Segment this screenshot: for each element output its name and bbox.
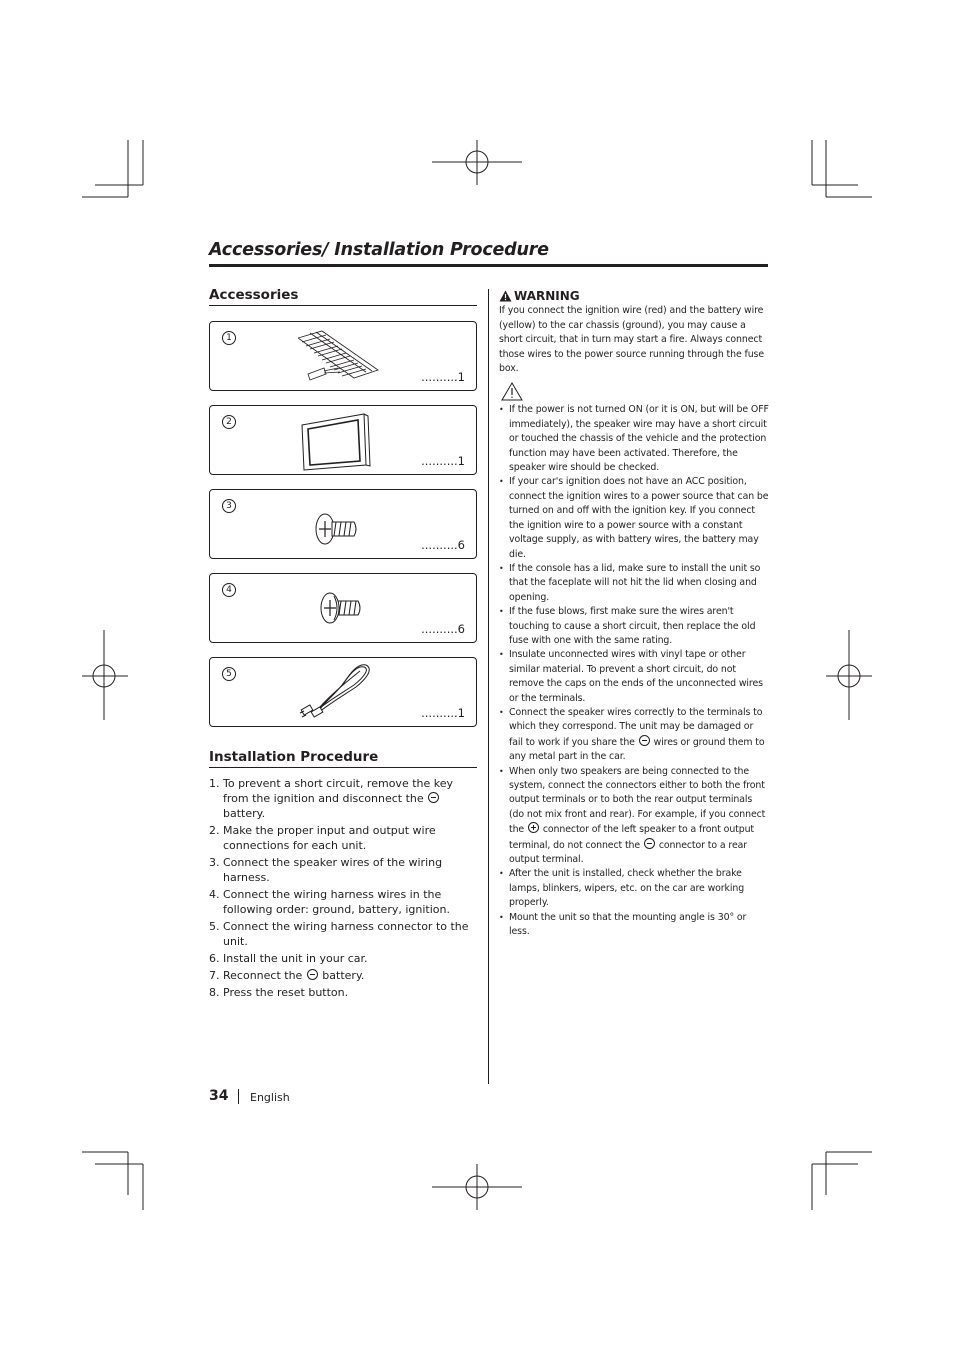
caution-text: If the console has a lid, make sure to install the unit so that the faceplate will not hit the lid when closing and opening. <box>509 562 761 603</box>
installation-procedure-heading: Installation Procedure <box>209 749 477 768</box>
accessory-quantity: ..........1 <box>421 454 465 468</box>
caution-item <box>499 867 769 910</box>
step-number: 8. <box>209 986 220 999</box>
step-text <box>223 887 477 917</box>
accessory-item-4 <box>209 573 477 643</box>
minus-terminal-icon <box>644 838 655 849</box>
step-number: 2. <box>209 824 220 837</box>
installation-step <box>209 968 477 983</box>
step-text-part: Connect the wiring harness connector to the unit. <box>223 920 469 948</box>
step-text <box>223 968 364 983</box>
column-divider <box>488 289 489 1084</box>
title-rule <box>209 264 768 267</box>
accessories-heading: Accessories <box>209 287 477 306</box>
step-text <box>223 776 477 821</box>
caution-item <box>499 475 769 561</box>
accessory-item-5 <box>209 657 477 727</box>
step-text-part: Press the reset button. <box>223 986 349 999</box>
page-language: English <box>250 1091 290 1104</box>
escutcheon-frame-icon <box>300 412 372 472</box>
caution-text: If the fuse blows, first make sure the wires aren't touching to cause a short circuit, then replace the old fuse with one with the same rating. <box>509 606 756 646</box>
warning-text: If you connect the ignition wire (red) and the battery wire (yellow) to the car chassis (ground), you may cause a short circuit, that in turn may start a fire. Always connect those wires to the power source running through the fuse box. <box>499 305 764 375</box>
caution-text: After the unit is installed, check whether the brake lamps, blinkers, wipers, etc. on the car are working properly. <box>509 868 745 909</box>
minus-terminal-icon <box>639 735 650 746</box>
installation-step <box>209 985 477 1000</box>
caution-item <box>499 765 769 868</box>
caution-text: If the power is not turned ON (or it is ON, but will be OFF immediately), the speaker wire may have a short circuit or touched the chassis of the vehicle and the protection function may have been activated. Therefore, the speaker wire should be checked. <box>509 404 769 474</box>
step-text-part: Make the proper input and output wire connections for each unit. <box>223 824 436 852</box>
caution-icon <box>501 382 523 401</box>
accessory-quantity: ..........1 <box>421 706 465 720</box>
installation-step <box>209 887 477 917</box>
step-number: 3. <box>209 856 220 869</box>
accessory-item-3 <box>209 489 477 559</box>
step-number: 7. <box>209 969 220 982</box>
page-title: Accessories/ Installation Procedure <box>209 240 549 260</box>
step-text-part: Install the unit in your car. <box>223 952 368 965</box>
caution-item <box>499 648 769 706</box>
caution-text: If your car's ignition does not have an ACC position, connect the ignition wires to a power source that can be turned on and off with the ignition key. If you connect the ignition wire to a power source with a constant voltage supply, as with battery wires, the battery may die. <box>509 476 769 560</box>
accessory-number: 2 <box>222 415 236 429</box>
step-text <box>223 855 477 885</box>
step-number: 6. <box>209 952 220 965</box>
wiring-harness-icon <box>298 330 388 386</box>
installation-step <box>209 776 477 821</box>
warning-heading <box>499 289 769 303</box>
footer-separator <box>238 1089 239 1104</box>
step-text-part: Connect the wiring harness wires in the following order: ground, battery, ignition. <box>223 888 450 916</box>
minus-terminal-icon <box>307 969 318 980</box>
caution-list <box>499 403 769 939</box>
caution-item <box>499 911 769 940</box>
right-column <box>499 289 769 939</box>
caution-text: Mount the unit so that the mounting angle is 30° or less. <box>509 911 747 938</box>
accessory-quantity: ..........6 <box>421 538 465 552</box>
installation-step <box>209 951 477 966</box>
accessory-number: 4 <box>222 583 236 597</box>
caution-text: Connect the speaker wires correctly to the terminals to which they correspond. The unit may be damaged or fail to work if you share the <box>509 706 763 748</box>
caution-item <box>499 403 769 475</box>
round-head-screw-icon <box>318 588 366 628</box>
step-text-part: Reconnect the <box>223 969 306 982</box>
accessory-quantity: ..........1 <box>421 370 465 384</box>
accessory-number: 1 <box>222 331 236 345</box>
installation-step <box>209 823 477 853</box>
accessory-item-1 <box>209 321 477 391</box>
plus-terminal-icon <box>528 822 539 833</box>
left-column <box>209 287 477 1002</box>
step-number: 4. <box>209 888 220 901</box>
caution-item <box>499 562 769 605</box>
step-number: 1. <box>209 777 220 790</box>
step-text <box>223 985 348 1000</box>
accessory-item-2 <box>209 405 477 475</box>
step-text <box>223 951 368 966</box>
cable-icon <box>298 663 378 723</box>
step-text-part: To prevent a short circuit, remove the key from the ignition and disconnect the <box>223 777 454 805</box>
step-text <box>223 823 477 853</box>
accessory-number: 5 <box>222 667 236 681</box>
warning-heading-label: WARNING <box>514 289 580 303</box>
installation-step <box>209 919 477 949</box>
installation-step <box>209 855 477 885</box>
step-text-part: battery. <box>318 969 365 982</box>
step-number: 5. <box>209 920 220 933</box>
page-number: 34 <box>209 1088 229 1104</box>
caution-text: When only two speakers are being connected to the system, connect the connectors either to both the front output terminals or to both the rear output terminals (do not mix front and rear). For example, if you connect the <box>509 765 766 836</box>
accessory-quantity: ..........6 <box>421 622 465 636</box>
caution-text: connector of the left speaker to a front output terminal, do not connect the <box>509 824 755 851</box>
caution-text: connector to a rear output terminal. <box>509 839 748 866</box>
warning-icon <box>499 290 512 302</box>
flat-head-screw-icon <box>312 509 360 549</box>
caution-item <box>499 706 769 765</box>
step-text-part: Connect the speaker wires of the wiring harness. <box>223 856 443 884</box>
caution-text: Insulate unconnected wires with vinyl tape or other similar material. To prevent a short circuit, do not remove the caps on the ends of the unconnected wires or the terminals. <box>509 649 763 704</box>
caution-item <box>499 605 769 648</box>
minus-terminal-icon <box>428 792 439 803</box>
accessory-number: 3 <box>222 499 236 513</box>
caution-text: wires or ground them to any metal part in the car. <box>509 736 765 763</box>
step-text <box>223 919 477 949</box>
step-text-part: battery. <box>223 807 266 820</box>
installation-steps <box>209 776 477 1000</box>
